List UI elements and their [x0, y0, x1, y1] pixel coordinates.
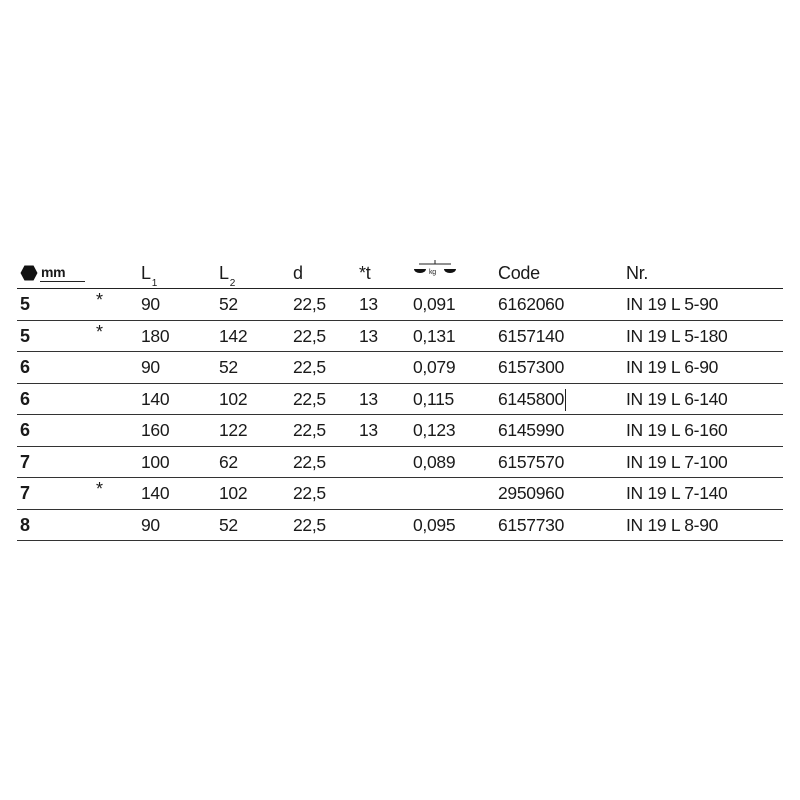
l2-cell: 122 [219, 420, 248, 440]
code-cell: 6157730 [498, 514, 565, 535]
l2-cell: 52 [219, 294, 238, 314]
code-cell: 6145990 [498, 420, 565, 440]
weight-cell: 0,115 [413, 388, 454, 409]
scale-icon [413, 258, 457, 280]
l1-cell: 90 [141, 294, 160, 314]
code-cell: 2950960 [498, 483, 565, 503]
table-row [17, 289, 783, 321]
table-header [17, 258, 783, 289]
d-cell: 22,5 [293, 420, 326, 440]
star-marker: * [96, 479, 103, 499]
weight-cell: 0,079 [413, 357, 456, 377]
size-cell: 5 [20, 294, 30, 314]
d-cell: 22,5 [293, 514, 326, 535]
d-cell: 22,5 [293, 294, 326, 314]
table-row [17, 352, 783, 384]
nr-header: Nr. [626, 263, 649, 283]
l2-header: $L_2$ [219, 263, 235, 289]
l2-cell: 52 [219, 357, 238, 377]
weight-cell: 0,131 [413, 325, 456, 346]
weight-cell: 0,095 [413, 514, 456, 535]
size-header [20, 258, 65, 288]
star-marker: * [96, 321, 103, 342]
code-cell: 6157300 [498, 357, 565, 377]
code-cell: 6157570 [498, 451, 565, 472]
table-row [17, 384, 783, 416]
weight-cell: 0,091 [413, 294, 456, 314]
l1-cell: 90 [141, 514, 160, 535]
d-cell: 22,5 [293, 357, 326, 377]
weight-cell: 0,123 [413, 420, 456, 440]
table-row [17, 415, 783, 447]
nr-cell: IN 19 L 5-180 [626, 325, 728, 346]
d-cell: 22,5 [293, 451, 326, 472]
hexagon-icon [20, 265, 38, 281]
nr-cell: IN 19 L 5-90 [626, 294, 719, 314]
size-cell: 7 [20, 483, 30, 503]
weight-cell: 0,089 [413, 451, 456, 472]
code-header: Code [498, 263, 540, 283]
table-row [17, 321, 783, 353]
size-unit: mm [41, 264, 66, 280]
t-cell: 13 [359, 388, 378, 409]
code-cell: 6157140 [498, 325, 565, 346]
unit-underline [40, 281, 85, 282]
d-header: d [293, 263, 303, 283]
weight-header [413, 258, 457, 289]
l2-cell: 62 [219, 451, 238, 472]
l2-cell: 102 [219, 388, 248, 409]
size-cell: 5 [20, 325, 30, 346]
size-cell: 8 [20, 514, 30, 535]
d-cell: 22,5 [293, 388, 326, 409]
l2-cell: 52 [219, 514, 238, 535]
size-cell: 6 [20, 388, 30, 409]
l1-cell: 160 [141, 420, 170, 440]
d-cell: 22,5 [293, 483, 326, 503]
star-marker: * [96, 290, 103, 310]
l1-cell: 90 [141, 357, 160, 377]
l2-cell: 102 [219, 483, 248, 503]
l1-cell: 140 [141, 483, 170, 503]
table-row [17, 447, 783, 479]
l1-header: $L_1$ [141, 263, 157, 289]
nr-cell: IN 19 L 7-100 [626, 451, 728, 472]
size-cell: 6 [20, 357, 30, 377]
d-cell: 22,5 [293, 325, 326, 346]
code-cell: 6162060 [498, 294, 565, 314]
nr-cell: IN 19 L 6-140 [626, 388, 728, 409]
table-row [17, 510, 783, 542]
svg-text:kg: kg [429, 269, 436, 276]
text-cursor [565, 389, 566, 411]
spec-table [17, 258, 783, 541]
l2-cell: 142 [219, 325, 248, 346]
code-cell-with-cursor: 6145800 [498, 384, 566, 414]
t-header: *t [359, 263, 371, 283]
nr-cell: IN 19 L 7-140 [626, 483, 728, 503]
t-cell: 13 [359, 294, 378, 314]
size-cell: 6 [20, 420, 30, 440]
t-cell: 13 [359, 420, 378, 440]
nr-cell: IN 19 L 6-160 [626, 420, 728, 440]
l1-cell: 180 [141, 325, 170, 346]
nr-cell: IN 19 L 8-90 [626, 514, 719, 535]
table-row [17, 478, 783, 510]
l1-cell: 140 [141, 388, 170, 409]
size-cell: 7 [20, 451, 30, 472]
t-cell: 13 [359, 325, 378, 346]
l1-cell: 100 [141, 451, 170, 472]
nr-cell: IN 19 L 6-90 [626, 357, 719, 377]
